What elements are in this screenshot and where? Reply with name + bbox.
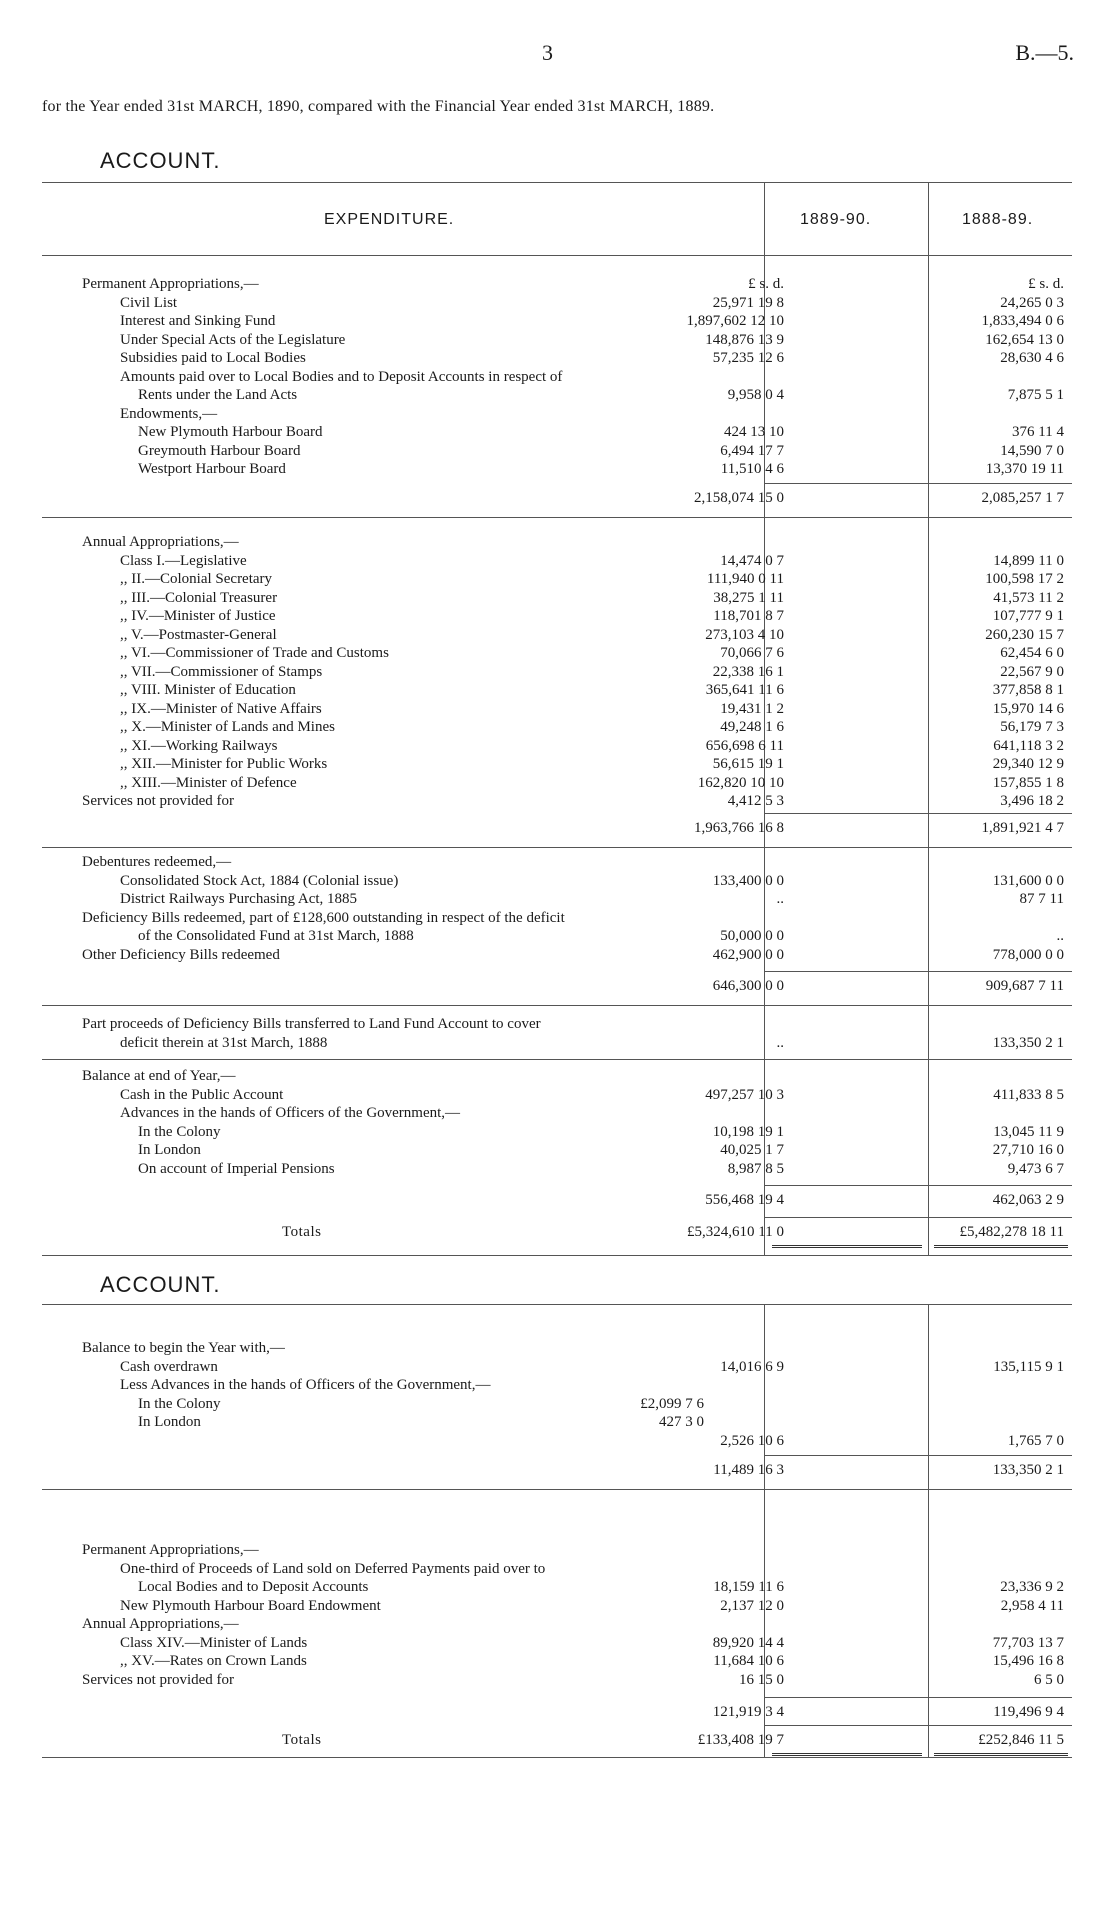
expenditure-header: EXPENDITURE. — [324, 211, 455, 228]
table-row: ,, VI.—Commissioner of Trade and Customs 70,066 7 6 62,454 6 0 — [120, 645, 1064, 661]
table-row: District Railways Purchasing Act, 1885 .. 87 7 11 — [120, 891, 1064, 907]
totals-double-rule — [934, 1245, 1068, 1250]
land-totals: Totals £133,408 19 7 £252,846 11 5 — [282, 1732, 1064, 1748]
table-row: Westport Harbour Board 11,510 4 6 13,370 19 11 — [138, 461, 1064, 477]
table-row: In the Colony 10,198 19 1 13,045 11 9 — [138, 1123, 1064, 1140]
header-1888-89: 1888-89. — [962, 211, 1034, 228]
table-row: ,, XIII.—Minister of Defence 162,820 10 10 157,855 1 8 — [120, 774, 1064, 791]
permanent-appropriations — [42, 275, 1072, 479]
table-row: ,, XV.—Rates on Crown Lands 11,684 10 6 15,496 16 8 — [120, 1653, 1064, 1669]
balance-begin-year: Balance to begin the Year with,— Cash overdrawn 14,016 6 9 135,115 9 1 Less Advances in the hands of Officers of the Government,— In the Colony £2,099 7 6 In London 427 3 0 2,526 10 6 1,765 7 0 — [42, 1339, 1072, 1450]
table-row: Advances in the hands of Officers of the Government,— — [120, 1105, 461, 1121]
land-account-table — [42, 1304, 1072, 1758]
land-section-title: ACCOUNT. — [100, 1272, 221, 1297]
table-row: Class I.—Legislative 14,474 0 7 14,899 11 0 — [120, 552, 1064, 569]
table-row: On account of Imperial Pensions 8,987 8 5 9,473 6 7 — [138, 1160, 1064, 1177]
table-row: Under Special Acts of the Legislature 148,876 13 9 162,654 13 0 — [120, 331, 1064, 348]
section-rule — [764, 1725, 1072, 1726]
subtotal-rule — [764, 1455, 1072, 1456]
permanent-subtotal: 2,158,074 15 0 2,085,257 1 7 — [694, 490, 1064, 506]
expenditure-table — [42, 182, 1072, 1256]
page-subtitle: for the Year ended 31st MARCH, 1890, compared with the Financial Year ended 31st MARCH, 1889. — [42, 98, 715, 115]
balance-end-of-year: Balance at end of Year,— Cash in the Public Account 497,257 10 3 411,833 8 5 Advances in the hands of Officers of the Government,— In the Colony 10,198 19 1 13,045 11 9 In London 40,025 1 7 27,710 16 0 On account of Imperial Pensions 8,987 8 5 9,473 6 7 — [42, 1067, 1072, 1178]
section-rule — [764, 1217, 1072, 1218]
table-row: Services not provided for 4,412 5 3 3,496 18 2 — [82, 793, 1064, 809]
table-row: ,, VII.—Commissioner of Stamps 22,338 16 1 22,567 9 0 — [120, 663, 1064, 680]
table-row: Deficiency Bills redeemed, part of £128,600 outstanding in respect of the deficit — [82, 909, 565, 926]
table-row: In the Colony £2,099 7 6 — [138, 1395, 704, 1412]
balance-subtotal: 556,468 19 4 462,063 2 9 — [705, 1192, 1064, 1208]
section-rule — [42, 1005, 1072, 1006]
table-row: ,, IV.—Minister of Justice 118,701 8 7 107,777 9 1 — [120, 608, 1064, 624]
part-proceeds: Part proceeds of Deficiency Bills transferred to Land Fund Account to cover deficit therein at 31st March, 1888 .. 133,350 2 1 — [82, 1016, 1064, 1051]
table-row: Class XIV.—Minister of Lands 89,920 14 4 77,703 13 7 — [120, 1634, 1064, 1651]
table-row: Greymouth Harbour Board 6,494 17 7 14,590 7 0 — [138, 442, 1064, 459]
subtotal-rule — [764, 1185, 1072, 1186]
table-row: ,, IX.—Minister of Native Affairs 19,431 1 2 15,970 14 6 — [120, 700, 1064, 717]
units-1889: £ s. d. — [748, 276, 784, 292]
permanent-heading: Permanent Appropriations,— — [82, 276, 259, 292]
table-row: In London 40,025 1 7 27,710 16 0 — [138, 1142, 1064, 1158]
subtotal-rule — [764, 483, 1072, 484]
expenditure-totals: Totals £5,324,610 11 0 £5,482,278 18 11 — [282, 1224, 1064, 1240]
totals-double-rule — [772, 1753, 922, 1758]
table-row: Services not provided for 16 15 0 6 5 0 — [82, 1671, 1064, 1688]
table-row: Consolidated Stock Act, 1884 (Colonial issue) 133,400 0 0 131,600 0 0 — [120, 872, 1064, 889]
debentures-subtotal: 646,300 0 0 909,687 7 11 — [712, 978, 1064, 994]
table-row: One-third of Proceeds of Land sold on Deferred Payments paid over to — [120, 1560, 546, 1577]
subtotal-rule — [764, 1697, 1072, 1698]
table-row: Subsidies paid to Local Bodies 57,235 12 6 28,630 4 6 — [120, 350, 1064, 366]
expenditure-section-title: ACCOUNT. — [100, 148, 221, 173]
page-number: 3 — [542, 40, 553, 65]
table-row: 2,526 10 6 1,765 7 0 — [720, 1432, 1064, 1449]
land-subtotal: 121,919 3 4 119,496 9 4 — [712, 1704, 1064, 1720]
table-row: Civil List 25,971 19 8 24,265 0 3 — [120, 294, 1064, 311]
table-row: Interest and Sinking Fund 1,897,602 12 10 1,833,494 0 6 — [120, 313, 1064, 329]
header-1889-90: 1889-90. — [800, 211, 872, 228]
table-row: ,, V.—Postmaster-General 273,103 4 10 260,230 15 7 — [120, 626, 1064, 643]
table-row: Cash in the Public Account 497,257 10 3 411,833 8 5 — [120, 1086, 1064, 1103]
page-reference: B.—5. — [1015, 40, 1074, 65]
table-row: New Plymouth Harbour Board Endowment 2,137 12 0 2,958 4 11 — [120, 1597, 1064, 1614]
table-row: ,, III.—Colonial Treasurer 38,275 1 11 41,573 11 2 — [120, 589, 1064, 606]
table-row: Cash overdrawn 14,016 6 9 135,115 9 1 — [120, 1358, 1064, 1375]
section-rule — [42, 847, 1072, 848]
table-row: ,, II.—Colonial Secretary 111,940 0 11 100,598 17 2 — [120, 571, 1064, 587]
section-rule — [42, 517, 1072, 518]
table-row: ,, X.—Minister of Lands and Mines 49,248 1 6 56,179 7 3 — [120, 719, 1064, 735]
table-row: ,, XII.—Minister for Public Works 56,615 19 1 29,340 12 9 — [120, 756, 1064, 772]
table-row: ,, XI.—Working Railways 656,698 6 11 641,118 3 2 — [120, 737, 1064, 754]
section-rule — [42, 1489, 1072, 1490]
table-row: Endowments,— — [120, 405, 218, 422]
annual-appropriations: Annual Appropriations,— Class I.—Legislative 14,474 0 7 14,899 11 0 ,, II.—Colonial Secretary 111,940 0 11 100,598 17 2 ,, III.—Colonial Treasurer 38,275 1 11 41,573 11 2 ,, IV.—Minister of Justice 118,701 8 7 107,777 9 1 ,, V.—Postmaster-General 273,103 4 10 260,230 15 7 ,, VI.—Commissioner of Trade and Customs 70,066 7 6 62,454 6 0 ,, VII.—Commissioner of Stamps 22,338 16 1 22,567 9 0 ,, VIII. Minister of Education 365,641 11 6 377,858 8 1 ,, IX.—Minister of Native Affairs 19,431 1 2 15,970 14 6 ,, X.—Minister of Lands and Mines 49,248 1 6 56,179 7 3 ,, XI.—Working Railways 656,698 6 11 641,118 3 2 ,, XII.—Minister for Public Works 56,615 19 1 29,340 12 9 ,, XIII.—Minister of Defence 162,820 10 10 157,855 1 8 Services not provided for 4,412 5 3 3,496 18 2 — [42, 533, 1072, 811]
table-row: New Plymouth Harbour Board 424 13 10 376 11 4 — [138, 424, 1064, 440]
annual-subtotal: 1,963,766 16 8 1,891,921 4 7 — [694, 820, 1064, 836]
table-row: Other Deficiency Bills redeemed 462,900 0 0 778,000 0 0 — [82, 946, 1064, 963]
table-row: Less Advances in the hands of Officers of the Government,— — [120, 1377, 491, 1393]
units-1888: £ s. d. — [1028, 276, 1064, 292]
table-row: In London 427 3 0 — [138, 1414, 704, 1430]
totals-double-rule — [934, 1753, 1068, 1758]
header-rule — [42, 255, 1072, 256]
balance-subtotal: 11,489 16 3 133,350 2 1 — [713, 1462, 1064, 1478]
table-row: Rents under the Land Acts 9,958 0 4 7,875 5 1 — [138, 387, 1064, 403]
land-permanent-appropriations: Permanent Appropriations,— One-third of Proceeds of Land sold on Deferred Payments paid over to Local Bodies and to Deposit Accounts 18,159 11 6 23,336 9 2 New Plymouth Harbour Board Endowment 2,137 12 0 2,958 4 11 Annual Appropriations,— Class XIV.—Minister of Lands 89,920 14 4 77,703 13 7 ,, XV.—Rates on Crown Lands 11,684 10 6 15,496 16 8 Services not provided for 16 15 0 6 5 0 — [42, 1541, 1072, 1689]
section-rule — [42, 1059, 1072, 1060]
debentures-redeemed: Debentures redeemed,— Consolidated Stock Act, 1884 (Colonial issue) 133,400 0 0 131,600 0 0 District Railways Purchasing Act, 1885 .. 87 7 11 Deficiency Bills redeemed, part of £128,600 outstanding in respect of the deficit of the Consolidated Fund at 31st March, 1888 50,000 0 0 .. Other Deficiency Bills redeemed 462,900 0 0 778,000 0 0 — [42, 853, 1072, 964]
table-row: of the Consolidated Fund at 31st March, 1888 50,000 0 0 .. — [138, 928, 1064, 944]
table-row: ,, VIII. Minister of Education 365,641 11 6 377,858 8 1 — [120, 682, 1064, 698]
subtotal-rule — [764, 813, 1072, 814]
table-row: Local Bodies and to Deposit Accounts 18,159 11 6 23,336 9 2 — [138, 1579, 1064, 1595]
table-row: Amounts paid over to Local Bodies and to Deposit Accounts in respect of — [120, 368, 563, 385]
totals-double-rule — [772, 1245, 922, 1250]
subtotal-rule — [764, 971, 1072, 972]
